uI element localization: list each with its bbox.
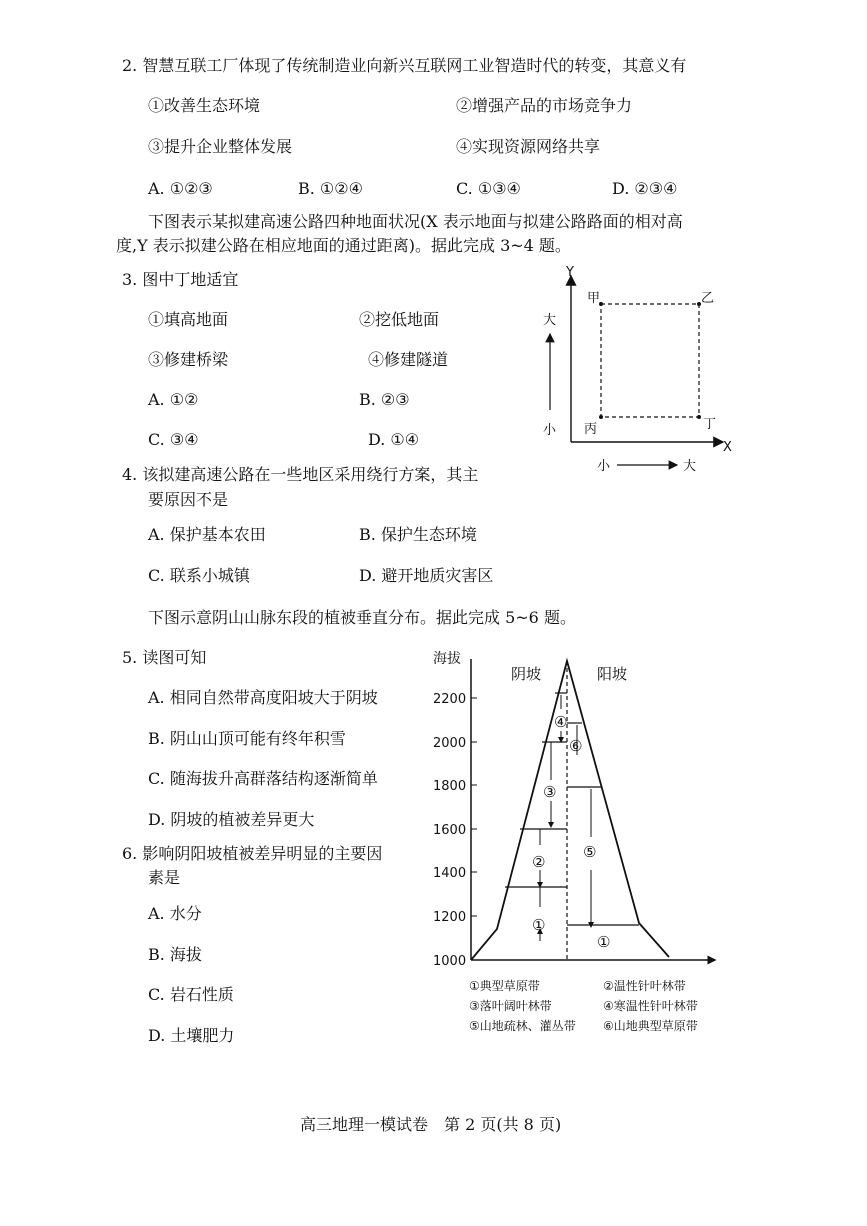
legend-3: ③落叶阔叶林带 xyxy=(469,999,552,1013)
q5-choice-a: A. 相同自然带高度阳坡大于阴坡 xyxy=(148,688,378,707)
q3-option-1: ①填高地面 xyxy=(148,310,229,329)
road-terrain-diagram xyxy=(535,262,745,482)
zone-3-shady: ③ xyxy=(543,783,557,801)
point-yi: 乙 xyxy=(701,291,715,306)
q4-choice-a: A. 保护基本农田 xyxy=(148,525,266,544)
q2-choice-d: D. ②③④ xyxy=(612,179,678,198)
zone-5-sunny: ⑤ xyxy=(583,843,597,861)
q3-choice-c: C. ③④ xyxy=(148,430,199,449)
x-axis-label: X xyxy=(723,440,732,455)
q3-option-3: ③修建桥梁 xyxy=(148,350,229,369)
shady-slope-label: 阴坡 xyxy=(511,665,542,683)
intro-5-6: 下图示意阴山山脉东段的植被垂直分布。据此完成 5~6 题。 xyxy=(148,608,576,627)
q4-choice-c: C. 联系小城镇 xyxy=(148,566,250,585)
q2-stem: 2. 智慧互联工厂体现了传统制造业向新兴互联网工业智造时代的转变，其意义有 xyxy=(122,56,687,75)
tick-1800: 1800 xyxy=(433,779,467,794)
q5-stem: 5. 读图可知 xyxy=(122,648,207,667)
q4-stem-line2: 要原因不是 xyxy=(148,490,229,509)
q6-choice-c: C. 岩石性质 xyxy=(148,985,234,1004)
sunny-slope-label: 阳坡 xyxy=(597,665,628,683)
intro-3-4-line1: 下图表示某拟建高速公路四种地面状况(X 表示地面与拟建公路路面的相对高 xyxy=(148,212,683,231)
legend-5: ⑤山地疏林、灌丛带 xyxy=(469,1019,576,1033)
page-footer: 高三地理一模试卷 第 2 页(共 8 页) xyxy=(300,1115,562,1134)
q4-stem-line1: 4. 该拟建高速公路在一些地区采用绕行方案，其主 xyxy=(122,465,479,484)
q6-stem-line2: 素是 xyxy=(148,868,181,887)
tick-1000: 1000 xyxy=(433,954,467,969)
y-big-label: 大 xyxy=(543,313,557,328)
tick-1400: 1400 xyxy=(433,866,467,881)
zone-2-shady: ② xyxy=(532,853,546,871)
tick-2000: 2000 xyxy=(433,736,467,751)
legend-1: ①典型草原带 xyxy=(469,979,540,993)
q6-choice-b: B. 海拔 xyxy=(148,945,202,964)
q2-option-4: ④实现资源网络共享 xyxy=(456,137,601,156)
q3-option-2: ②挖低地面 xyxy=(359,310,440,329)
ticks xyxy=(471,698,477,916)
dashed-rectangle xyxy=(601,304,699,417)
zone-4-shady: ④ xyxy=(554,713,568,731)
q4-choice-b: B. 保护生态环境 xyxy=(359,525,477,544)
zone-1-shady: ① xyxy=(532,916,546,934)
point-bing: 丙 xyxy=(584,422,598,437)
x-small-label: 小 xyxy=(597,459,611,474)
tick-1200: 1200 xyxy=(433,910,467,925)
y-small-label: 小 xyxy=(543,423,557,438)
altitude-label: 海拔 xyxy=(433,651,461,667)
zone-6-sunny: ⑥ xyxy=(569,737,583,755)
mountain-outline xyxy=(471,661,669,960)
q2-choice-a: A. ①②③ xyxy=(148,179,213,198)
legend-4: ④寒温性针叶林带 xyxy=(603,999,698,1013)
tick-1600: 1600 xyxy=(433,823,467,838)
legend-6: ⑥山地典型草原带 xyxy=(603,1019,698,1033)
vegetation-zonation-diagram xyxy=(425,645,735,1040)
legend-2: ②温性针叶林带 xyxy=(603,979,686,993)
q3-choice-b: B. ②③ xyxy=(359,390,410,409)
q4-choice-d: D. 避开地质灾害区 xyxy=(359,566,494,585)
q5-choice-c: C. 随海拔升高群落结构逐渐简单 xyxy=(148,769,378,788)
q6-choice-a: A. 水分 xyxy=(148,904,202,923)
q2-choice-c: C. ①③④ xyxy=(456,179,521,198)
q2-option-3: ③提升企业整体发展 xyxy=(148,137,293,156)
zone-1-sunny: ① xyxy=(597,933,611,951)
point-jia: 甲 xyxy=(587,291,601,306)
q2-option-2: ②增强产品的市场竞争力 xyxy=(456,96,633,115)
q3-choice-d: D. ①④ xyxy=(368,430,420,449)
q2-option-1: ①改善生态环境 xyxy=(148,96,261,115)
q3-stem: 3. 图中丁地适宜 xyxy=(122,270,239,289)
q5-choice-b: B. 阴山山顶可能有终年积雪 xyxy=(148,729,346,748)
q2-choice-b: B. ①②④ xyxy=(298,179,363,198)
intro-3-4-line2: 度,Y 表示拟建公路在相应地面的通过距离)。据此完成 3~4 题。 xyxy=(116,236,571,255)
point-ding: 丁 xyxy=(703,417,717,432)
y-axis-label: Y xyxy=(566,265,574,280)
x-big-label: 大 xyxy=(683,459,697,474)
q3-choice-a: A. ①② xyxy=(148,390,199,409)
q5-choice-d: D. 阴坡的植被差异更大 xyxy=(148,810,315,829)
q6-stem-line1: 6. 影响阴阳坡植被差异明显的主要因 xyxy=(122,844,383,863)
tick-2200: 2200 xyxy=(433,692,467,707)
q3-option-4: ④修建隧道 xyxy=(368,350,449,369)
q6-choice-d: D. 土壤肥力 xyxy=(148,1026,235,1045)
